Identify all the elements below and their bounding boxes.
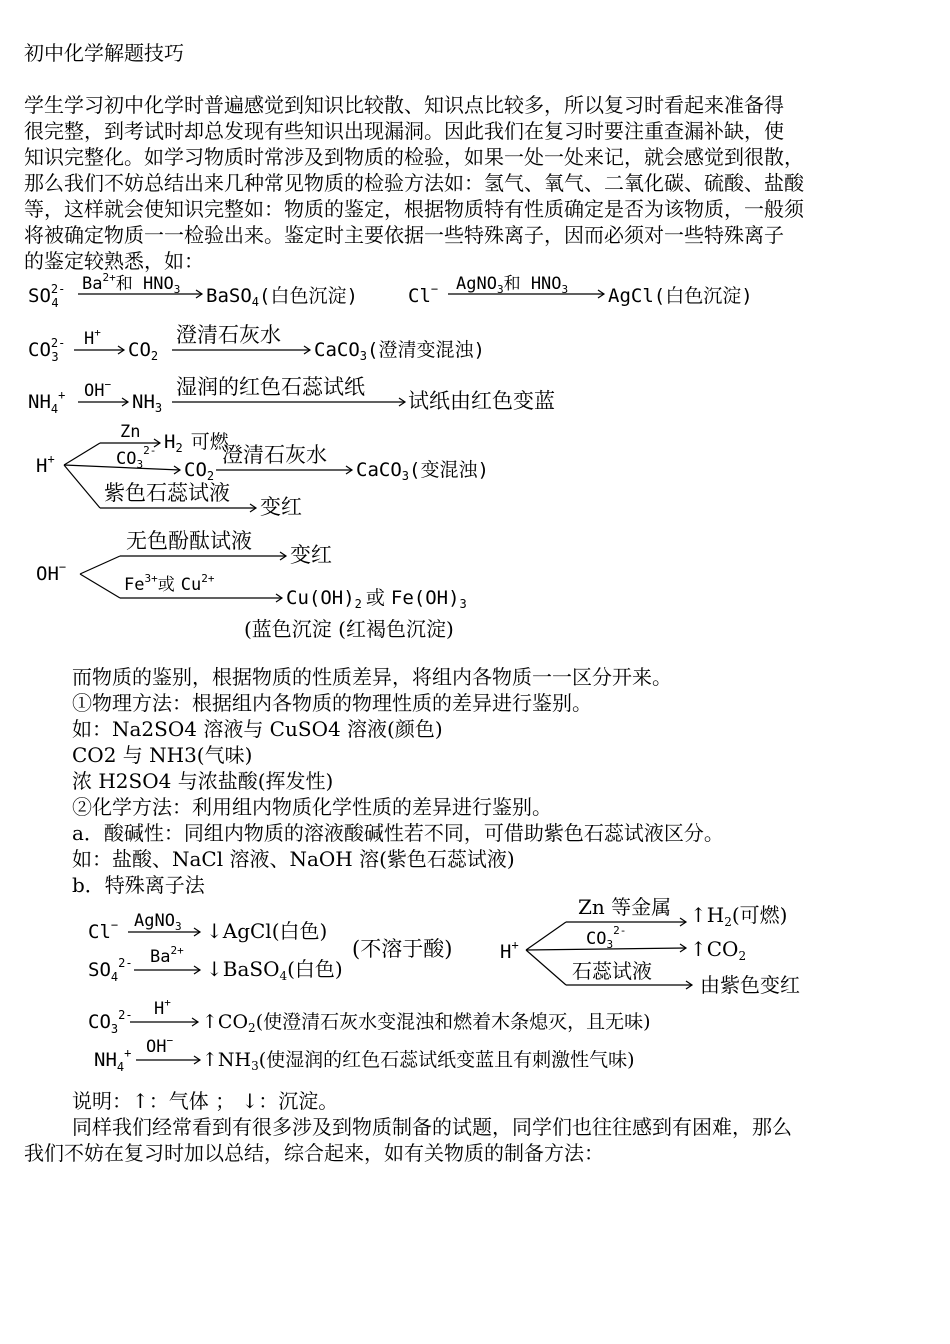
closing-line: 同样我们经常看到有很多涉及到物质制备的试题，同学们也往往感到有困难，那么 xyxy=(72,1115,792,1139)
nh4-ion: $NH_4^+$ xyxy=(28,388,66,416)
body-line: 而物质的鉴别，根据物质的性质差异，将组内各物质一一区分开来。 xyxy=(72,665,672,689)
h-branch1-product: $H_2$ 可燃 xyxy=(164,431,229,455)
so4-reagent: $Ba^{2+}$和 $HNO_3$ xyxy=(82,271,181,296)
oh-ion: OH− xyxy=(36,560,67,585)
h-ion: H+ xyxy=(36,452,55,477)
co3-ion-2: $CO_3^{2-}$ xyxy=(88,1008,133,1036)
h-branch2-product: $CO_2$ xyxy=(184,459,215,483)
h-branch3-reagent: 紫色石蕊试液 xyxy=(104,481,230,505)
body-line: 如：Na2SO4 溶液与 CuSO4 溶液(颜色) xyxy=(72,717,443,741)
nh4-mid: $NH_3$ xyxy=(132,391,163,415)
oh-branch2-colors: (蓝色沉淀 (红褐色沉淀) xyxy=(244,617,454,641)
intro-line: 的鉴定较熟悉，如： xyxy=(24,249,204,273)
body-line: ①物理方法：根据组内各物质的物理性质的差异进行鉴别。 xyxy=(72,691,592,715)
oh-branch2-product: $Cu(OH)_2$ 或 $Fe(OH)_3$ xyxy=(286,587,467,611)
cl-product-2: ↓AgCl(白色) xyxy=(206,919,328,943)
closing-paragraph xyxy=(24,1114,926,1166)
intro-line: 那么我们不妨总结出来几种常见物质的检验方法如：氢气、氧气、二氧化碳、硫酸、盐酸 xyxy=(24,171,804,195)
body-line: CO2 与 NH3(气味) xyxy=(72,743,253,767)
h-branch2-reagent2: 澄清石灰水 xyxy=(222,443,327,467)
body-line: b．特殊离子法 xyxy=(72,873,205,897)
so4-product-2: ↓BaSO$_4$(白色) xyxy=(206,957,343,983)
co3-product-2: $↑CO_2$(使澄清石灰水变混浊和燃着木条熄灭，且无味) xyxy=(202,1011,651,1035)
body-line: a．酸碱性：同组内物质的溶液酸碱性若不同，可借助紫色石蕊试液区分。 xyxy=(72,821,724,845)
h-branch1-product-2: $↑H_2$(可燃) xyxy=(690,903,788,929)
h-branch1-reagent-2: Zn 等金属 xyxy=(578,895,672,919)
intro-paragraph xyxy=(24,92,926,274)
co3-product: CaCO$_3$(澄清变混浊) xyxy=(314,339,485,363)
so4-product: BaSO$_4$(白色沉淀) xyxy=(206,285,358,309)
nh4-result: 试纸由红色变蓝 xyxy=(408,389,555,413)
co3-reagent-2: H+ xyxy=(154,996,171,1019)
h-branch2-final: CaCO$_3$(变混浊) xyxy=(356,459,489,483)
so4-ion: $SO^{2-}4$ xyxy=(28,282,66,310)
cl-ion: Cl− xyxy=(408,282,439,307)
h-ion-2: H+ xyxy=(500,938,519,963)
co3-ion: $CO^{2-}3$ xyxy=(28,336,66,364)
intro-line: 将被确定物质一一检验出来。鉴定时主要依据一些特殊离子，因而必须对一些特殊离子 xyxy=(24,223,784,247)
body-line: 浓 H2SO4 与浓盐酸(挥发性) xyxy=(72,769,334,793)
intro-line: 知识完整化。如学习物质时常涉及到物质的检验，如果一处一处来记，就会感觉到很散， xyxy=(24,145,804,169)
cl-reagent-2: AgNO$_3$ xyxy=(134,911,182,933)
h-branch3-reagent-2: 石蕊试液 xyxy=(572,959,652,983)
cl-ion-2: Cl− xyxy=(88,918,119,943)
nh4-reagent: OH− xyxy=(84,378,112,401)
body-line: ②化学方法：利用组内物质化学性质的差异进行鉴别。 xyxy=(72,795,552,819)
co3-reagent2: 澄清石灰水 xyxy=(176,323,281,347)
body-line: 如：盐酸、NaCl 溶液、NaOH 溶(紫色石蕊试液) xyxy=(72,847,515,871)
cl-reagent: AgNO$_3$和 $HNO_3$ xyxy=(456,274,569,296)
so4-reagent-2: $Ba^{2+}$ xyxy=(150,944,184,967)
insoluble-note: (不溶于酸) xyxy=(352,937,453,961)
cl-product: AgCl(白色沉淀) xyxy=(608,285,753,307)
h-branch2-reagent-2: $CO_3^{2-}$ xyxy=(586,924,627,951)
oh-branch1-reagent: 无色酚酞试液 xyxy=(126,529,252,553)
page-title: 初中化学解题技巧 xyxy=(24,41,184,65)
oh-branch2-reagent: $Fe^{3+}$或 $Cu^{2+}$ xyxy=(124,572,215,595)
so4-ion-2: $SO_4^{2-}$ xyxy=(88,956,133,984)
nh4-product-2: $↑NH_3$(使湿润的红色石蕊试纸变蓝且有刺激性气味) xyxy=(202,1049,635,1073)
intro-line: 很完整，到考试时却总发现有些知识出现漏洞。因此我们在复习时要注重查漏补缺，使 xyxy=(24,119,784,143)
oh-branch1-result: 变红 xyxy=(290,543,332,567)
h-branch2-reagent: $CO_3^{2-}$ xyxy=(116,444,157,471)
nh4-reagent2: 湿润的红色石蕊试纸 xyxy=(176,375,365,399)
legend-note: 说明：↑：气体 ； ↓：沉淀。 xyxy=(72,1089,339,1113)
co3-reagent: H+ xyxy=(84,326,101,349)
intro-line: 学生学习初中化学时普遍感觉到知识比较散、知识点比较多，所以复习时看起来准备得 xyxy=(24,93,784,117)
closing-line: 我们不妨在复习时加以总结，综合起来，如有关物质的制备方法： xyxy=(24,1141,604,1165)
nh4-reagent-2: OH− xyxy=(146,1034,174,1057)
nh4-ion-2: $NH_4^+$ xyxy=(94,1046,132,1074)
h-branch2-product-2: $↑CO_2$ xyxy=(690,937,747,963)
body-paragraph xyxy=(24,664,926,898)
h-branch3-result: 变红 xyxy=(260,495,302,519)
h-branch1-reagent: Zn xyxy=(120,422,141,442)
co3-mid: $CO_2$ xyxy=(128,339,159,363)
intro-line: 等，这样就会使知识完整如：物质的鉴定，根据物质特有性质确定是否为该物质，一般须 xyxy=(24,197,804,221)
h-branch3-result-2: 由紫色变红 xyxy=(700,973,800,997)
